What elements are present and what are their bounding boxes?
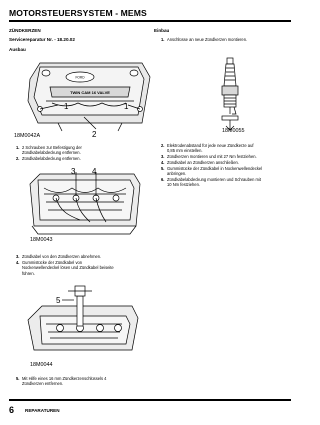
removal-steps-b [16,254,146,278]
callout-5: 5 [56,296,61,305]
step-text: Anschlüsse an neue Zündkerzen montieren. [167,37,248,42]
install-step-2 [161,143,293,154]
figure-camcover-leads [20,168,144,240]
step-text: 2 Schrauben zur Befestigung der Zündkabelabdeckung entfernen. [22,145,82,156]
removal-steps-c [16,376,146,387]
step-4 [16,260,146,278]
repair-number: Servicereparatur Nr. - 18.20.02 [9,37,75,42]
step-number: 5. [161,166,165,171]
figure-spark-plug-removal [20,282,142,362]
install-step-5 [161,166,293,177]
step-5 [16,376,146,387]
removal-steps-a [16,145,142,162]
step-text: Gummistücke der Zündkabel in Nockenwellendeckel anbringen. [167,166,263,177]
engine-cover-label: TWIN CAM 16 VALVE [70,90,110,95]
step-text: Zündkerzen montieren und mit 27 Nm festziehen. [167,154,257,159]
step-1 [16,145,142,156]
step-number: 2. [16,156,20,161]
callout-4: 4 [92,167,97,176]
callout-3: 3 [71,167,76,176]
page-header-title: MOTORSTEUERSYSTEM - MEMS [9,8,147,18]
callout-1a: 1 [64,102,69,111]
page-number: 6 [9,405,15,415]
step-text: Zündkabel an Zündkerzen anschließen. [167,160,239,165]
header-rule [9,20,291,22]
install-steps-b [161,143,293,188]
step-text: Zündkabel von den Zündkerzen abnehmen. [22,254,102,259]
step-text: Mit Hilfe eines 16 mm Zündkerzenschlüssels 4 Zündkerzen entfernen. [22,376,107,387]
footer-rule [9,399,291,401]
footer-label: REPARATUREN [25,408,60,413]
step-text: Gummistücke der Zündkabel von Nockenwellendeckel lösen und Zündkabel beiseite führen. [22,260,114,276]
step-number: 6. [161,177,165,182]
step-text: Zündkabelabdeckung montieren und Schrauben mit 10 Nm festziehen. [167,177,261,188]
callout-1b: 1 [124,102,129,111]
step-number: 4. [161,160,165,165]
removal-heading: Ausbau [9,47,26,52]
callout-2: 2 [92,130,97,139]
install-step-1 [161,37,293,43]
step-number: 4. [16,260,20,265]
install-step-6 [161,177,293,188]
step-number: 1. [161,37,165,42]
figure-id-4: 18M0055 [222,128,245,134]
figure-id-3: 18M0044 [30,362,53,368]
step-number: 1. [16,145,20,150]
section-title: ZÜNDKERZEN [9,28,41,33]
step-number: 5. [16,376,20,381]
step-text: Elektrodenabstand für jede neue Zündkerze auf 0,85 mm einstellen. [167,143,254,154]
step-number: 3. [16,254,20,259]
install-steps-a [161,37,293,43]
step-2 [16,156,142,162]
figure-id-2: 18M0043 [30,237,53,243]
figure-engine-cover [22,57,152,143]
install-heading: Einbau [154,28,170,33]
engine-logo-text: FORD [75,75,85,80]
figure-spark-plug-gap [200,56,260,136]
step-number: 3. [161,154,165,159]
step-text: Zündkabelabdeckung entfernen. [22,156,81,161]
figure-id-1: 18M0042A [14,133,41,139]
step-number: 2. [161,143,165,148]
